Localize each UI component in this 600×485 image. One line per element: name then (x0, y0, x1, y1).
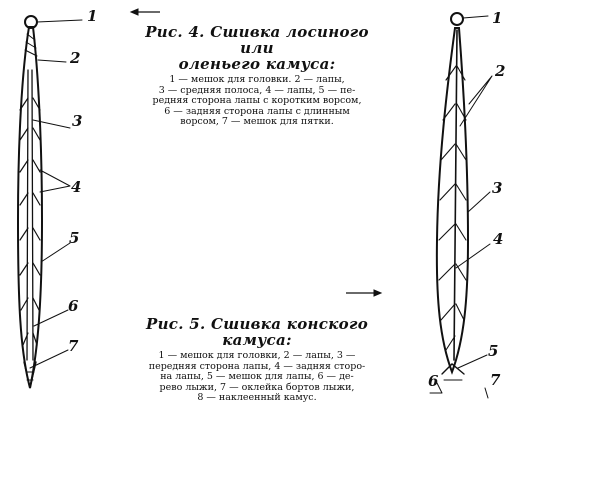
figure4-legend-line: 6 — задняя сторона лапы с длинным (164, 105, 350, 117)
fig4-direction-arrow (131, 9, 160, 15)
figure4-legend (128, 75, 386, 128)
fig5-callout-4: 4 (493, 230, 504, 248)
fig4-middle-strip (27, 70, 33, 360)
fig4-callout-7: 7 (68, 337, 79, 355)
figure4-title (128, 24, 386, 72)
figure5-legend (128, 351, 386, 404)
fig5-skin-outline (437, 28, 468, 372)
fig5-head-pouch (451, 13, 463, 25)
figure5-legend-line: 1 — мешок для головки, 2 — лапы, 3 — (158, 350, 356, 361)
figure4-legend-line: 1 — мешок для головки. 2 — лапы, (169, 74, 345, 85)
fig4-callout-5: 5 (69, 229, 80, 247)
figure4-caption (128, 24, 386, 128)
fig5-callout-7: 7 (490, 371, 501, 389)
figure5-legend-line: передняя сторона лапы, 4 — задняя сторо- (148, 360, 366, 372)
fig4-callout-3: 3 (72, 112, 83, 130)
fig5-callout-5: 5 (488, 342, 499, 360)
fig4-callout-6: 6 (68, 297, 79, 315)
figure5-title: Рис. 5. Сшивка конского камуса: (145, 315, 369, 349)
fig5-callout-1: 1 (492, 9, 503, 27)
fig5-callout-2: 2 (495, 62, 506, 80)
figure4-legend-line: редняя сторона лапы с коротким ворсом, (152, 95, 362, 106)
figure5-legend-line: рево лыжи, 7 — оклейка бортов лыжи, (159, 381, 355, 393)
fig4-callout-2: 2 (70, 49, 81, 67)
fig5-callout-6: 6 (428, 372, 439, 390)
fig4-skin-outline (18, 27, 42, 388)
figure5-legend-line: на лапы, 5 — мешок для лапы, 6 — де- (160, 371, 354, 382)
figure4-title-line2: оленьего камуса: (178, 55, 336, 73)
figure4-legend-line: 3 — средняя полоса, 4 — лапы, 5 — пе- (158, 84, 356, 96)
fig4-callout-4: 4 (71, 178, 82, 196)
fig5-direction-arrow (346, 290, 381, 296)
fig4-seams (20, 98, 40, 345)
fig5-middle-seam (454, 30, 457, 360)
figure4-legend-line: ворсом, 7 — мешок для пятки. (180, 116, 334, 127)
figure5-legend-line: 8 — наклеенный камус. (197, 392, 317, 403)
fig5-seams (439, 66, 466, 350)
fig5-callout-3: 3 (492, 179, 503, 197)
figure5-caption (128, 316, 386, 404)
fig4-callout-1: 1 (87, 7, 98, 25)
figure4-title-line1: Рис. 4. Сшивка лосиного или (145, 23, 369, 57)
